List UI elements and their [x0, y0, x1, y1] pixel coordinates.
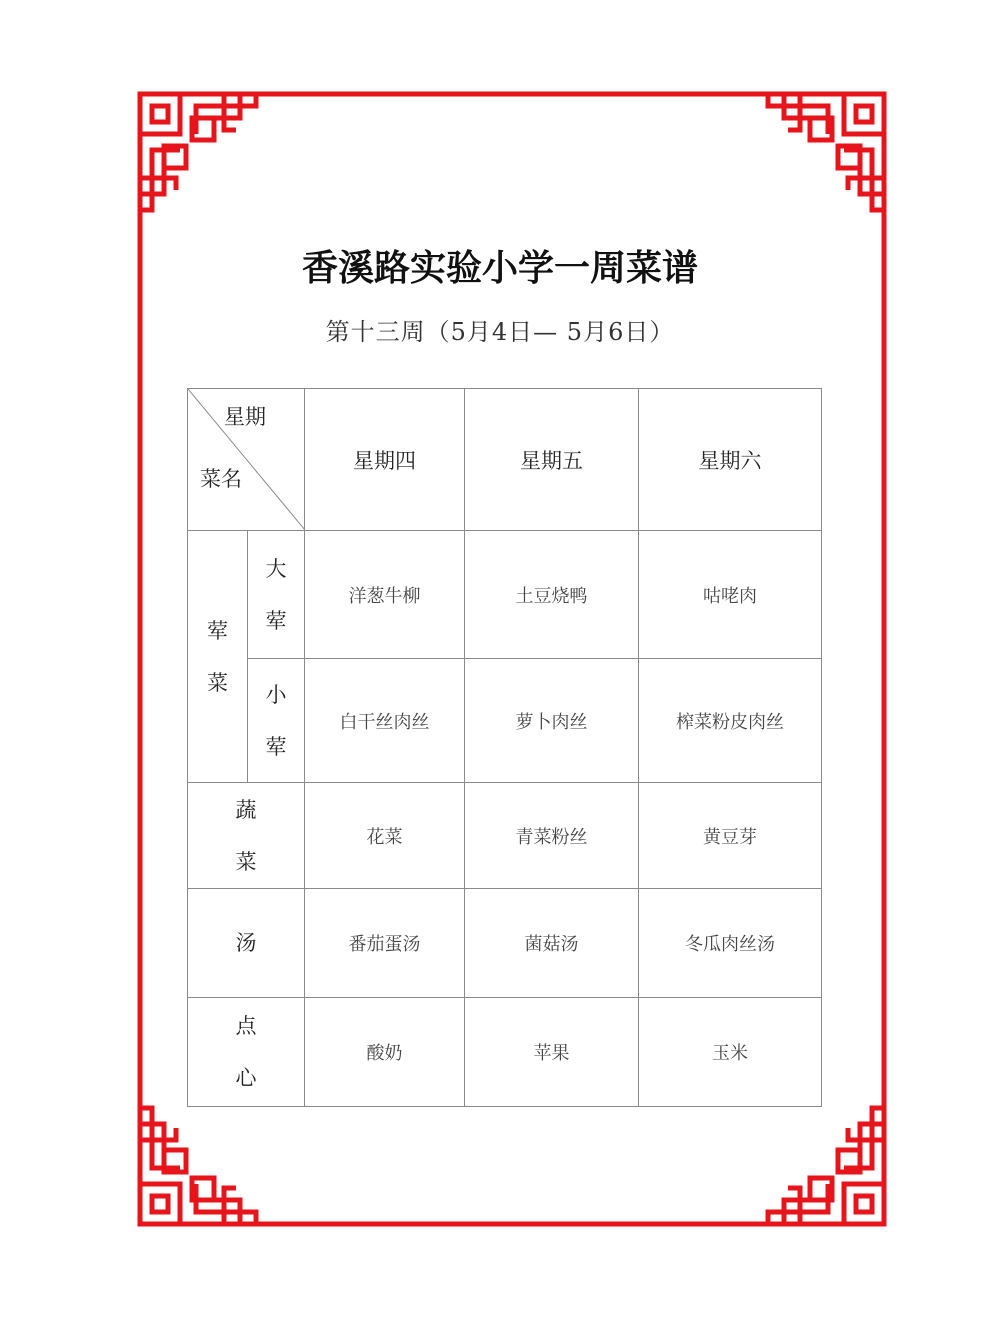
table-row — [188, 783, 822, 889]
header-dish-label: 菜名 — [200, 467, 242, 491]
meat-group-label: 荤菜 — [188, 531, 248, 783]
dish-cell: 咕咾肉 — [639, 531, 822, 659]
dish-cell: 苹果 — [465, 998, 639, 1107]
snack-label: 点心 — [188, 998, 305, 1107]
big-meat-label: 大荤 — [248, 531, 305, 659]
dish-cell: 番茄蛋汤 — [305, 889, 465, 998]
dish-cell: 土豆烧鸭 — [465, 531, 639, 659]
dish-cell: 洋葱牛柳 — [305, 531, 465, 659]
vegetable-label: 蔬菜 — [188, 783, 305, 889]
week-subtitle: 第十三周（5月4日— 5月6日） — [325, 318, 675, 346]
table-row — [188, 889, 822, 998]
table-header-row — [188, 389, 822, 531]
dish-cell: 萝卜肉丝 — [465, 659, 639, 783]
diagonal-header-cell — [188, 389, 305, 531]
dish-cell: 青菜粉丝 — [465, 783, 639, 889]
header-day-thursday: 星期四 — [305, 389, 465, 531]
table-row — [188, 531, 822, 659]
page-title: 香溪路实验小学一周菜谱 — [301, 248, 698, 289]
header-weekday-label: 星期 — [224, 405, 266, 429]
dish-cell: 菌菇汤 — [465, 889, 639, 998]
table-row — [188, 659, 822, 783]
soup-label: 汤 — [188, 889, 305, 998]
dish-cell: 花菜 — [305, 783, 465, 889]
dish-cell: 黄豆芽 — [639, 783, 822, 889]
small-meat-label: 小荤 — [248, 659, 305, 783]
dish-cell: 榨菜粉皮肉丝 — [639, 659, 822, 783]
weekly-menu-table — [187, 388, 822, 1107]
table-row — [188, 998, 822, 1107]
header-day-saturday: 星期六 — [639, 389, 822, 531]
dish-cell: 玉米 — [639, 998, 822, 1107]
dish-cell: 酸奶 — [305, 998, 465, 1107]
dish-cell: 冬瓜肉丝汤 — [639, 889, 822, 998]
dish-cell: 白干丝肉丝 — [305, 659, 465, 783]
header-day-friday: 星期五 — [465, 389, 639, 531]
